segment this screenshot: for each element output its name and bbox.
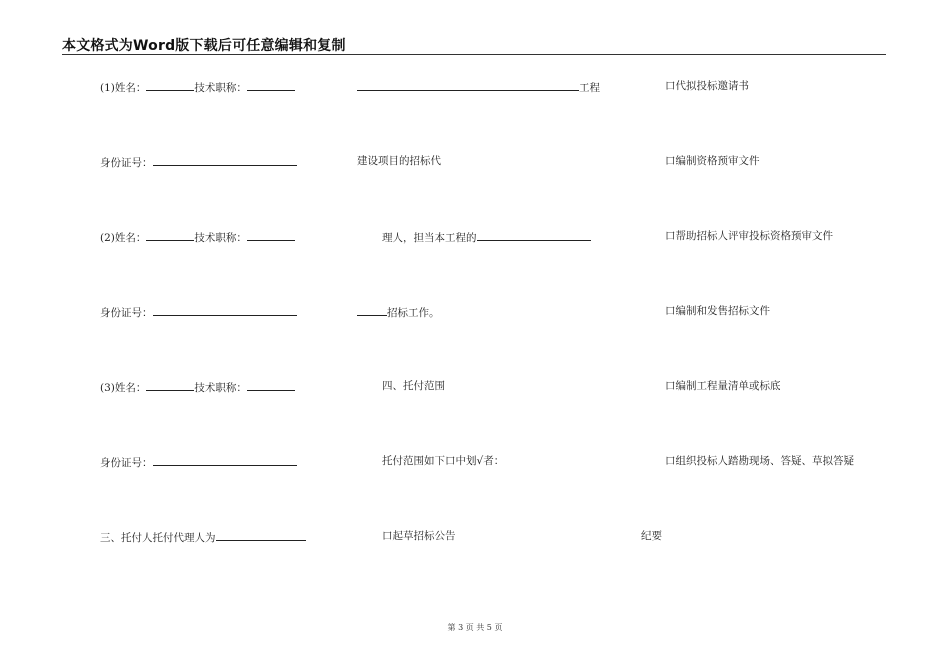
person1-title-blank [247, 79, 295, 91]
page-footer [0, 622, 950, 633]
scope-item-text: 口组织投标人踏勘现场、答疑、草拟答疑 [665, 455, 854, 467]
construction-row [357, 154, 441, 168]
scope-intro: 托付范围如下口中划√者： [382, 455, 505, 467]
agent-role-row [382, 229, 591, 245]
person3-id-row [100, 454, 297, 470]
scope-item [665, 79, 749, 93]
person1-name-blank [146, 79, 194, 91]
agent-name-blank [216, 529, 306, 541]
scope-item-text: 口编制和发售招标文件 [665, 305, 770, 317]
section4-heading: 四、托付范围 [382, 380, 445, 392]
tender-work-row [357, 304, 440, 320]
person1-id-blank [153, 154, 297, 166]
scope-item-text: 口编制资格预审文件 [665, 155, 760, 167]
person1-name-label: (1)姓名： [100, 82, 147, 94]
project-name-row [357, 79, 600, 95]
scope-item-text: 口编制工程量清单或标底 [665, 380, 781, 392]
scope-item-continuation [641, 529, 662, 543]
person1-id-label: 身份证号： [100, 157, 153, 169]
page-number: 第 3 页 共 5 页 [447, 623, 503, 632]
person3-title-blank [247, 379, 295, 391]
tender-work-text: 招标工作。 [387, 307, 440, 319]
person2-name-label: (2)姓名： [100, 232, 147, 244]
scope-item-text: 口代拟投标邀请书 [665, 80, 749, 92]
scope-item-text: 口帮助招标人评审投标资格预审文件 [665, 230, 833, 242]
announcement-item-row [382, 529, 456, 543]
person3-id-label: 身份证号： [100, 457, 153, 469]
tender-type-blank [357, 304, 387, 316]
document-header [62, 34, 886, 55]
person3-name-blank [146, 379, 194, 391]
person3-id-blank [153, 454, 297, 466]
construction-text: 建设项目的招标代 [357, 155, 441, 167]
person2-id-label: 身份证号： [100, 307, 153, 319]
person2-name-blank [146, 229, 194, 241]
person3-name-row [100, 379, 295, 395]
section3-row [100, 529, 306, 545]
scope-blank [477, 229, 591, 241]
scope-item [665, 229, 833, 243]
scope-intro-row [382, 454, 504, 468]
person2-id-blank [153, 304, 297, 316]
person2-name-row [100, 229, 295, 245]
scope-item [665, 154, 760, 168]
agent-role-text: 理人，担当本工程的 [382, 232, 477, 244]
announcement-item: 口起草招标公告 [382, 530, 456, 542]
person1-id-row [100, 154, 297, 170]
person1-name-row [100, 79, 295, 95]
person3-title-label: 技术职称： [194, 382, 247, 394]
person1-title-label: 技术职称： [194, 82, 247, 94]
scope-item [665, 379, 781, 393]
person3-name-label: (3)姓名： [100, 382, 147, 394]
project-suffix: 工程 [579, 82, 600, 94]
scope-item-continuation-text: 纪要 [641, 530, 662, 542]
project-name-blank [357, 79, 579, 91]
section3-label: 三、托付人托付代理人为 [100, 532, 216, 544]
person2-id-row [100, 304, 297, 320]
header-title: 本文格式为Word版下载后可任意编辑和复制 [62, 38, 346, 54]
scope-item [665, 304, 770, 318]
section4-heading-row [382, 379, 445, 393]
scope-item [665, 454, 854, 468]
person2-title-blank [247, 229, 295, 241]
person2-title-label: 技术职称： [194, 232, 247, 244]
